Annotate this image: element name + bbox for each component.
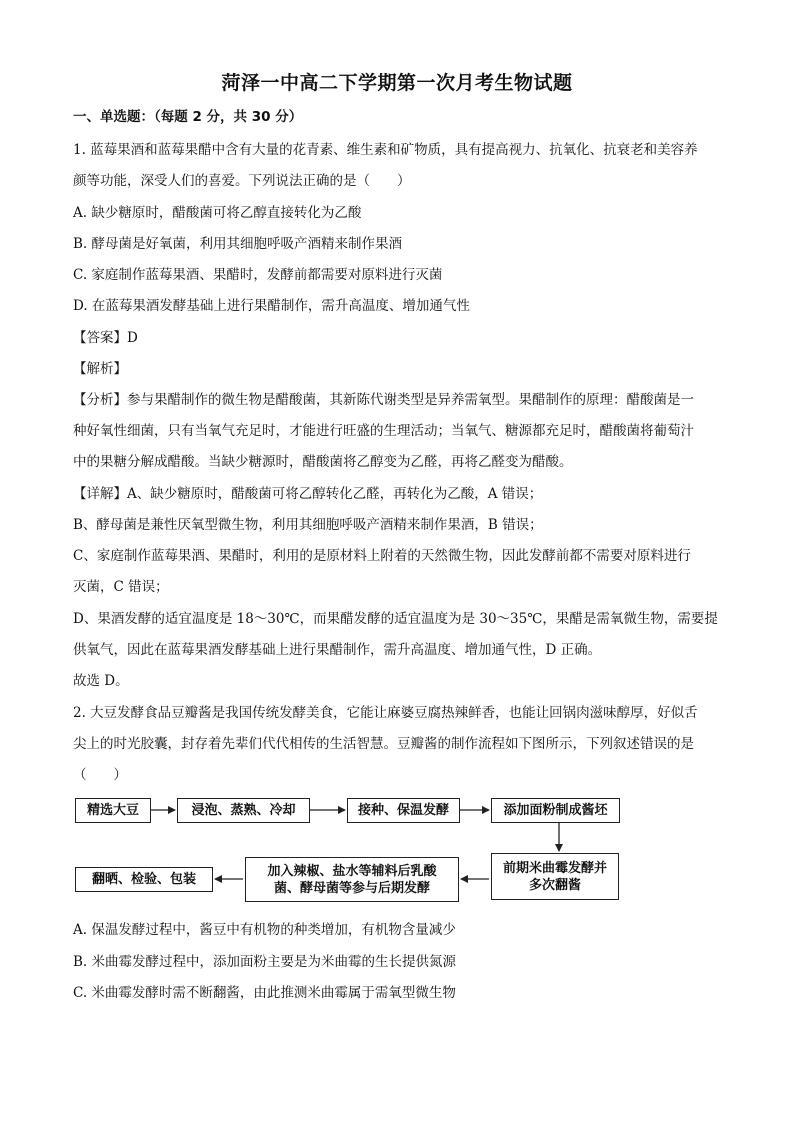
- q1-stem-line-2: 颜等功能，深受人们的喜爱。下列说法正确的是（ ）: [73, 173, 411, 189]
- flow-step-late-fermentation: [245, 857, 459, 902]
- q2-stem-line-2: 尖上的时光胶囊，封存着先辈们代代相传的生活智慧。豆瓣酱的制作流程如下图所示，下列叙述错误的是: [73, 736, 694, 752]
- flow-step6-line-2: 菌、酵母菌等参与后期发酵: [273, 880, 430, 896]
- q1-analysis-line-3: 中的果糖分解成醋酸。当缺少糖源时，醋酸菌将乙醇变为乙醛，再将乙醛变为醋酸。: [73, 454, 573, 470]
- flow-step5-line-2: 多次翻酱: [528, 877, 581, 893]
- page-title: 菏泽一中高二下学期第一次月考生物试题: [221, 72, 573, 94]
- flow-step-add-flour: 添加面粉制成酱坯: [491, 798, 620, 823]
- q1-analysis-line-1: 【分析】参与果醋制作的微生物是醋酸菌，其新陈代谢类型是异养需氧型。果醋制作的原理：醋酸菌是一: [73, 392, 694, 408]
- q1-option-b: B. 酵母菌是好氧菌，利用其细胞呼吸产酒精来制作果酒: [73, 236, 403, 252]
- flow-step-aspergillus-ferment: [491, 853, 619, 900]
- q1-stem-line-1: 1. 蓝莓果酒和蓝莓果醋中含有大量的花青素、维生素和矿物质，具有提高视力、抗氧化、抗衰老和美容养: [73, 142, 698, 158]
- q2-option-c: C. 米曲霉发酵时需不断翻酱，由此推测米曲霉属于需氧型微生物: [73, 985, 456, 1001]
- flow-step-soak-steam-cool: 浸泡、蒸熟、冷却: [177, 798, 310, 823]
- q1-conclusion: 故选 D。: [73, 673, 129, 689]
- flow-step-dry-inspect-pack: 翻晒、检验、包装: [75, 867, 213, 892]
- flow-step5-line-1: 前期米曲霉发酵并: [502, 860, 607, 876]
- section-heading: 一、单选题：（每题 2 分，共 30 分）: [73, 109, 303, 125]
- q1-option-d: D. 在蓝莓果酒发酵基础上进行果醋制作，需升高温度、增加通气性: [73, 298, 470, 314]
- q2-option-a: A. 保温发酵过程中，酱豆中有机物的种类增加，有机物含量减少: [73, 922, 456, 938]
- q1-analysis-label: 【解析】: [73, 361, 127, 377]
- q2-stem-line-1: 2. 大豆发酵食品豆瓣酱是我国传统发酵美食，它能让麻婆豆腐热辣鲜香，也能让回锅肉滋味醇厚，好似舌: [73, 705, 698, 721]
- flow-step-inoculate-ferment: 接种、保温发酵: [347, 798, 460, 823]
- q2-stem-line-3: （ ）: [73, 767, 127, 783]
- q1-detail-line-1: 【详解】A、缺少糖原时，醋酸菌可将乙醇转化乙醛，再转化为乙酸，A 错误；: [73, 486, 543, 502]
- q1-answer: 【答案】D: [73, 330, 138, 346]
- flow-step6-line-1: 加入辣椒、盐水等辅料后乳酸: [267, 863, 437, 879]
- q1-detail-line-6: 供氧气，因此在蓝莓果酒发酵基础上进行果醋制作，需升高温度、增加通气性，D 正确。: [73, 642, 602, 658]
- q2-option-b: B. 米曲霉发酵过程中，添加面粉主要是为米曲霉的生长提供氮源: [73, 954, 457, 970]
- q1-option-a: A. 缺少糖原时，醋酸菌可将乙醇直接转化为乙酸: [73, 205, 362, 221]
- q1-detail-line-2: B、酵母菌是兼性厌氧型微生物，利用其细胞呼吸产酒精来制作果酒，B 错误；: [73, 517, 543, 533]
- q1-detail-line-3: C、家庭制作蓝莓果酒、果醋时，利用的是原材料上附着的天然微生物，因此发酵前都不需要对原料进行: [73, 548, 691, 564]
- q1-option-c: C. 家庭制作蓝莓果酒、果醋时，发酵前都需要对原料进行灭菌: [73, 267, 443, 283]
- q1-detail-line-4: 灭菌，C 错误；: [73, 579, 169, 595]
- q1-analysis-line-2: 种好氧性细菌，只有当氧气充足时，才能进行旺盛的生理活动；当氧气、糖源都充足时，醋酸菌将葡萄汁: [73, 423, 694, 439]
- flow-step-select-soybeans: 精选大豆: [75, 798, 151, 823]
- q1-detail-line-5: D、果酒发酵的适宜温度是 18～30℃，而果醋发酵的适宜温度为是 30～35℃，果醋是需氧微生物，需要提: [73, 611, 718, 627]
